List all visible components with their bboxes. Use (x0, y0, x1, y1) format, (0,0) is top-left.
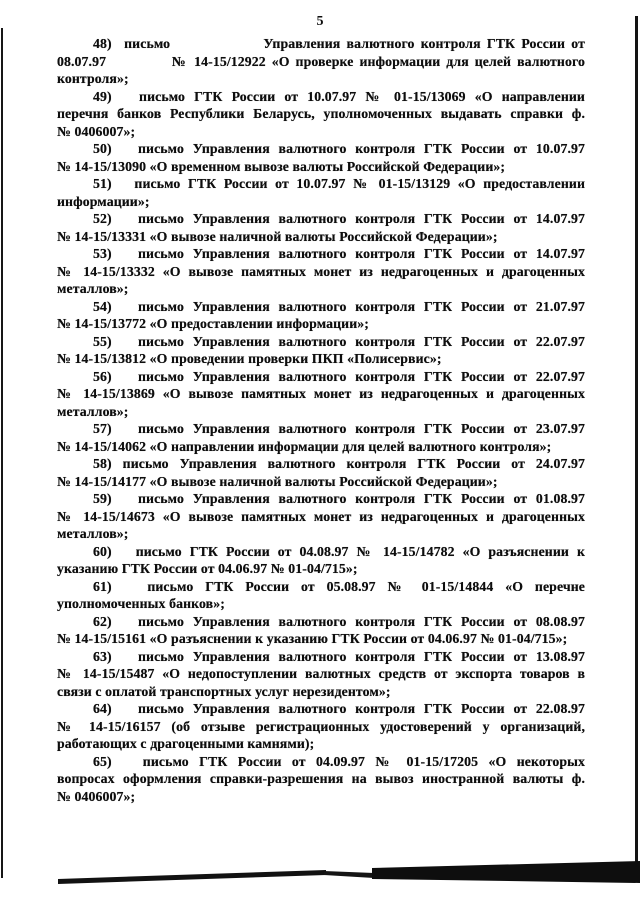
text-line-53-2: № 14-15/13332 «О вывозе памятных монет из недрагоценных и драгоценных (57, 263, 585, 279)
text-line-64-2: № 14-15/16157 (об отзыве регистрационных удостоверений у организаций, (57, 718, 585, 734)
text-line-53-3: металлов»; (57, 281, 129, 296)
scan-artifact-right-edge (635, 16, 638, 882)
text-line-57-1: 57) письмо Управления валютного контроля ГТК России от 23.07.97 (93, 421, 585, 436)
text-line-62-2: № 14-15/15161 «О разъяснении к указанию ГТК России от 04.06.97 № 01-04/715»; (57, 631, 568, 646)
text-line-65-1: 65) письмо ГТК России от 04.09.97 № 01-15/17205 «О некоторых (93, 753, 585, 769)
text-line-48-3: контроля»; (57, 71, 129, 86)
text-line-50-2: № 14-15/13090 «О временном вывозе валюты Российской Федерации»; (57, 158, 506, 174)
text-line-55-1: 55) письмо Управления валютного контроля ГТК России от 22.07.97 (93, 333, 585, 349)
text-line-56-3: металлов»; (57, 403, 129, 419)
scan-artifact-bottom-band (0, 858, 640, 890)
text-line-59-1: 59) письмо Управления валютного контроля ГТК России от 01.08.97 (93, 491, 585, 506)
text-line-54-1: 54) письмо Управления валютного контроля ГТК России от 21.07.97 (93, 298, 585, 314)
text-line-65-2: вопросах оформления справки-разрешения на вывоз иностранной валюты ф. (57, 771, 585, 786)
document-body (57, 35, 585, 805)
text-line-49-3: № 0406007»; (57, 123, 136, 139)
text-line-49-2: перечня банков Республики Беларусь, уполномоченных выдавать справки ф. (57, 106, 585, 121)
text-line-54-2: № 14-15/13772 «О предоставлении информации»; (57, 316, 369, 331)
text-line-60-1: 60) письмо ГТК России от 04.08.97 № 14-15/14782 «О разъяснении к (93, 543, 585, 559)
text-line-56-1: 56) письмо Управления валютного контроля ГТК России от 22.07.97 (93, 368, 585, 384)
text-line-63-3: связи с оплатой транспортных услуг нерезидентом»; (57, 683, 391, 699)
text-line-64-3: работающих с драгоценными камнями); (57, 736, 315, 751)
text-line-51-1: 51) письмо ГТК России от 10.07.97 № 01-15/13129 «О предоставлении (93, 176, 585, 191)
text-line-59-3: металлов»; (57, 526, 129, 541)
text-line-61-2: уполномоченных банков»; (57, 596, 225, 611)
page-number: 5 (316, 14, 324, 29)
text-line-65-3: № 0406007»; (57, 788, 136, 804)
text-line-52-2: № 14-15/13331 «О вывозе наличной валюты Российской Федерации»; (57, 228, 498, 244)
text-line-63-2: № 14-15/15487 «О недопоступлении валютных средств от экспорта товаров в (57, 666, 585, 681)
text-line-62-1: 62) письмо Управления валютного контроля ГТК России от 08.08.97 (93, 613, 585, 629)
text-line-63-1: 63) письмо Управления валютного контроля ГТК России от 13.08.97 (93, 648, 585, 664)
scan-artifact-left-edge (1, 28, 3, 878)
text-line-50-1: 50) письмо Управления валютного контроля ГТК России от 10.07.97 (93, 141, 585, 156)
text-line-48-2: 08.07.97 № 14-15/12922 «О проверке информации для целей валютного (57, 53, 585, 69)
text-line-58-2: № 14-15/14177 «О вывозе наличной валюты Российской Федерации»; (57, 473, 498, 489)
text-line-64-1: 64) письмо Управления валютного контроля ГТК России от 22.08.97 (93, 701, 585, 716)
text-line-53-1: 53) письмо Управления валютного контроля ГТК России от 14.07.97 (93, 246, 585, 261)
text-line-49-1: 49) письмо ГТК России от 10.07.97 № 01-15/13069 «О направлении (93, 88, 585, 104)
text-line-58-1: 58) письмо Управления валютного контроля ГТК России от 24.07.97 (93, 456, 585, 471)
text-line-61-1: 61) письмо ГТК России от 05.08.97 № 01-15/14844 «О перечне (93, 578, 585, 594)
text-line-55-2: № 14-15/13812 «О проведении проверки ПКП «Полисервис»; (57, 351, 442, 366)
text-line-48-1: 48) письмо Управления валютного контроля ГТК России от (93, 36, 585, 51)
text-line-51-2: информации»; (57, 193, 150, 209)
text-line-56-2: № 14-15/13869 «О вывозе памятных монет из недрагоценных и драгоценных (57, 386, 585, 401)
text-line-60-2: указанию ГТК России от 04.06.97 № 01-04/715»; (57, 561, 358, 576)
text-line-57-2: № 14-15/14062 «О направлении информации для целей валютного контроля»; (57, 438, 552, 454)
text-line-52-1: 52) письмо Управления валютного контроля ГТК России от 14.07.97 (93, 211, 585, 226)
text-line-59-2: № 14-15/14673 «О вывозе памятных монет из недрагоценных и драгоценных (57, 508, 585, 524)
